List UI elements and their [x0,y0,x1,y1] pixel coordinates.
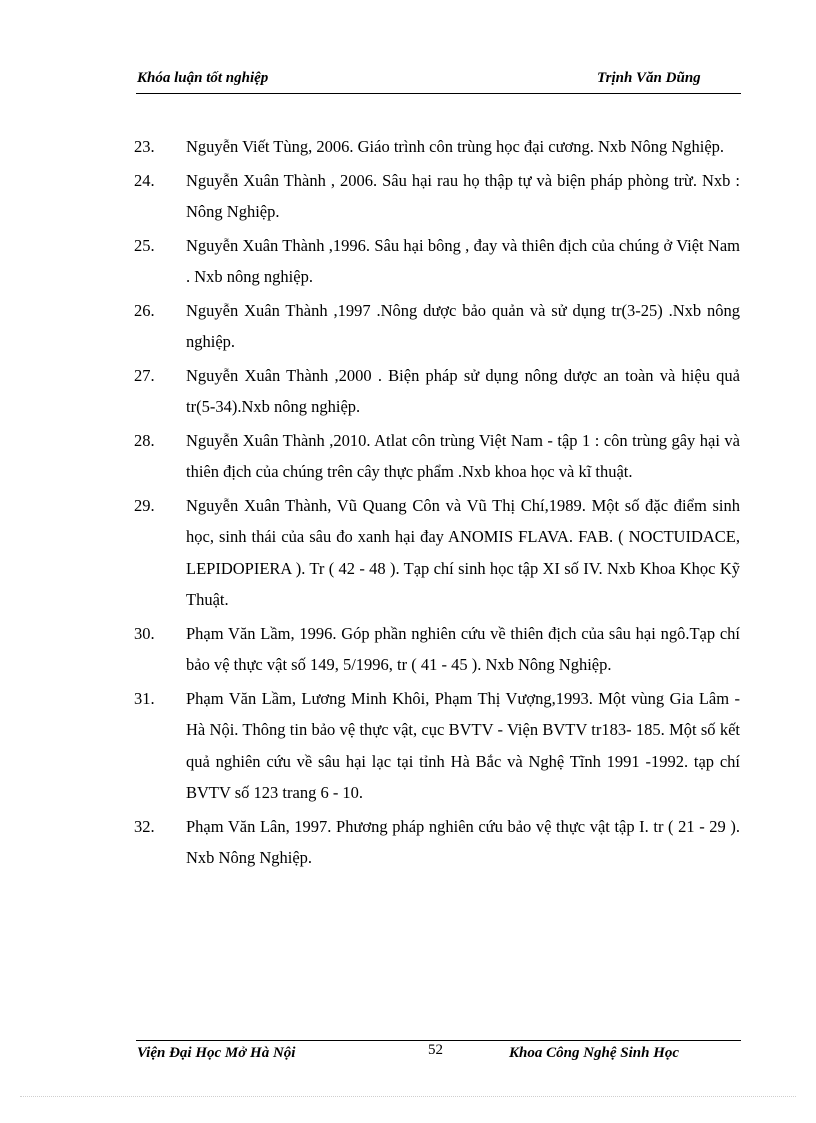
reference-text: Phạm Văn Lân, 1997. Phương pháp nghiên cứu bảo vệ thực vật tập I. tr ( 21 - 29 ). Nxb Nông Nghiệp. [186,816,740,867]
reference-text: Nguyễn Xuân Thành, Vũ Quang Côn và Vũ Thị Chí,1989. Một số đặc điểm sinh học, sinh thái của sâu đo xanh hại đay ANOMIS FLAVA. FAB. ( NOCTUIDACE, LEPIDOPIERA ). Tr ( 42 - 48 ). Tạp chí sinh học tập XI số IV. Nxb Khoa Khọc Kỹ Thuật. [186,495,740,609]
reference-number: 31. [134,688,155,708]
reference-number: 24. [134,170,155,190]
page-edge-divider [20,1096,796,1097]
reference-list [134,131,740,876]
reference-number: 23. [134,137,155,156]
reference-text: Nguyễn Xuân Thành ,2010. Atlat côn trùng Việt Nam - tập 1 : côn trùng gây hại và thiên địch của chúng trên cây thực phẩm .Nxb khoa học và kĩ thuật. [186,430,740,481]
reference-number: 27. [134,365,155,385]
footer-institution: Viện Đại Học Mở Hà Nội [137,1045,296,1061]
reference-text: Nguyễn Xuân Thành ,2000 . Biện pháp sử dụng nông dược an toàn và hiệu quả tr(5-34).Nxb nông nghiệp. [186,365,740,416]
reference-number: 25. [134,235,155,255]
reference-item [134,425,740,488]
reference-item [134,295,740,358]
reference-number: 30. [134,623,155,643]
page-number: 52 [428,1042,443,1058]
footer-divider [136,1040,741,1041]
header-divider [136,93,741,94]
reference-number: 28. [134,430,155,450]
reference-item [134,360,740,423]
reference-item [134,618,740,681]
reference-item [134,490,740,616]
reference-number: 29. [134,495,155,515]
header-thesis-label: Khóa luận tốt nghiệp [137,70,269,86]
reference-text: Nguyễn Xuân Thành ,1997 .Nông dược bảo quản và sử dụng tr(3-25) .Nxb nông nghiệp. [186,300,740,351]
footer-faculty: Khoa Công Nghệ Sinh Học [509,1045,680,1061]
reference-number: 26. [134,300,155,320]
reference-item [134,230,740,293]
reference-text: Phạm Văn Lầm, 1996. Góp phần nghiên cứu về thiên địch của sâu hại ngô.Tạp chí bảo vệ thực vật số 149, 5/1996, tr ( 41 - 45 ). Nxb Nông Nghiệp. [186,623,740,674]
reference-number: 32. [134,816,155,836]
reference-item [134,165,740,228]
reference-text: Nguyễn Xuân Thành ,1996. Sâu hại bông , đay và thiên địch của chúng ở Việt Nam . Nxb nông nghiệp. [186,235,740,286]
header-author-name: Trịnh Văn Dũng [597,70,701,86]
reference-item [134,131,740,163]
reference-item [134,811,740,874]
reference-item [134,683,740,809]
reference-text: Phạm Văn Lầm, Lương Minh Khôi, Phạm Thị Vượng,1993. Một vùng Gia Lâm - Hà Nội. Thông tin bảo vệ thực vật, cục BVTV - Viện BVTV tr183- 185. Một số kết quả nghiên cứu về sâu hại lạc tại tỉnh Hà Bắc và Nghệ Tĩnh 1991 -1992. tạp chí BVTV số 123 trang 6 - 10. [186,688,740,802]
reference-text: Nguyễn Xuân Thành , 2006. Sâu hại rau họ thập tự và biện pháp phòng trừ. Nxb : Nông Nghiệp. [186,170,740,221]
reference-text: Nguyễn Viết Tùng, 2006. Giáo trình côn trùng học đại cương. Nxb Nông Nghiệp. [186,137,725,156]
